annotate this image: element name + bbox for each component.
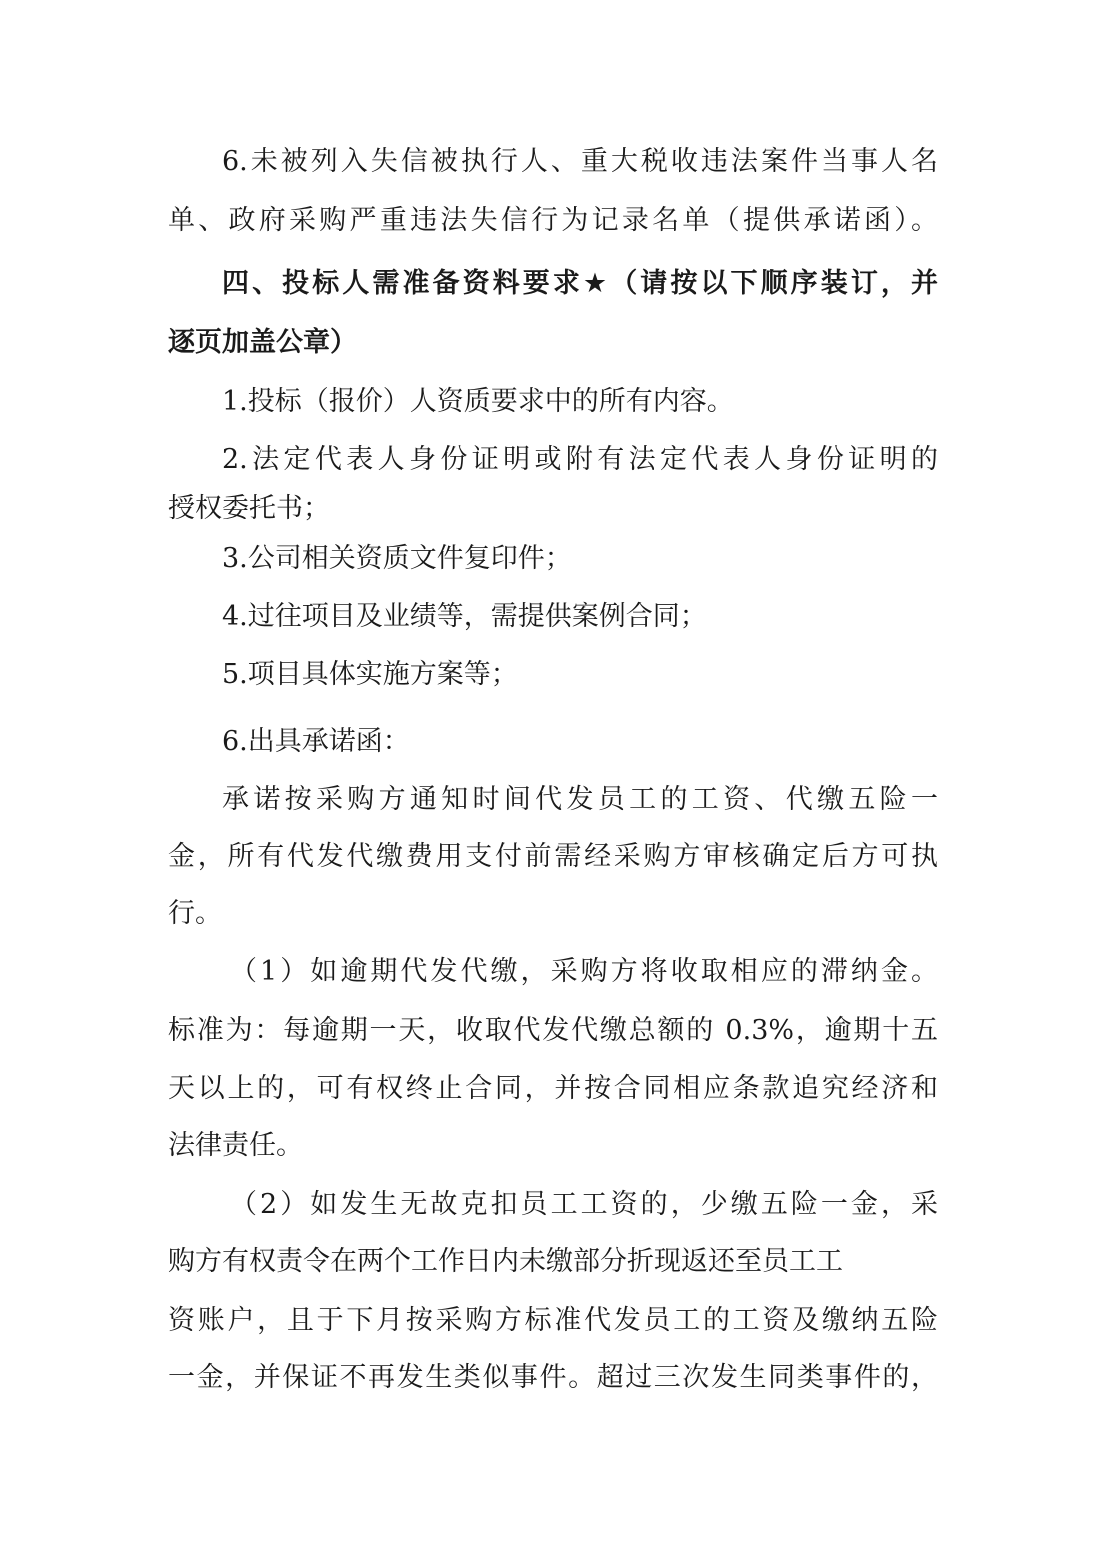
text-line: 一金，并保证不再发生类似事件。超过三次发生同类事件的，: [168, 1362, 938, 1393]
text-line: 单、政府采购严重违法失信行为记录名单（提供承诺函）。: [168, 205, 938, 236]
text-line: 行。: [168, 898, 222, 929]
section-heading: 逐页加盖公章）: [168, 327, 357, 358]
list-item: 4.过往项目及业绩等，需提供案例合同；: [222, 601, 707, 632]
text-line: 天以上的，可有权终止合同，并按合同相应条款追究经济和: [168, 1073, 938, 1104]
text-line: （1）如逾期代发代缴，采购方将收取相应的滞纳金。: [230, 956, 938, 987]
section-heading: 四、投标人需准备资料要求★（请按以下顺序装订，并: [222, 268, 938, 299]
list-item: 3.公司相关资质文件复印件；: [222, 543, 572, 574]
list-item: 1.投标（报价）人资质要求中的所有内容。: [222, 386, 734, 417]
text-line: 标准为：每逾期一天，收取代发代缴总额的 0.3%，逾期十五: [168, 1015, 938, 1046]
text-line: 法律责任。: [168, 1130, 303, 1161]
text-line: 承诺按采购方通知时间代发员工的工资、代缴五险一: [222, 784, 938, 815]
text-line: 金，所有代发代缴费用支付前需经采购方审核确定后方可执: [168, 841, 938, 872]
list-item: 5.项目具体实施方案等；: [222, 659, 518, 690]
text-line: 6.未被列入失信被执行人、重大税收违法案件当事人名: [222, 146, 938, 177]
text-line: 授权委托书；: [168, 493, 330, 524]
text-line: 资账户，且于下月按采购方标准代发员工的工资及缴纳五险: [168, 1305, 938, 1336]
text-line: 购方有权责令在两个工作日内未缴部分折现返还至员工工: [168, 1246, 843, 1277]
list-item: 2.法定代表人身份证明或附有法定代表人身份证明的: [222, 444, 938, 475]
list-item: 6.出具承诺函：: [222, 726, 410, 757]
text-line: （2）如发生无故克扣员工工资的，少缴五险一金，采: [230, 1189, 938, 1220]
